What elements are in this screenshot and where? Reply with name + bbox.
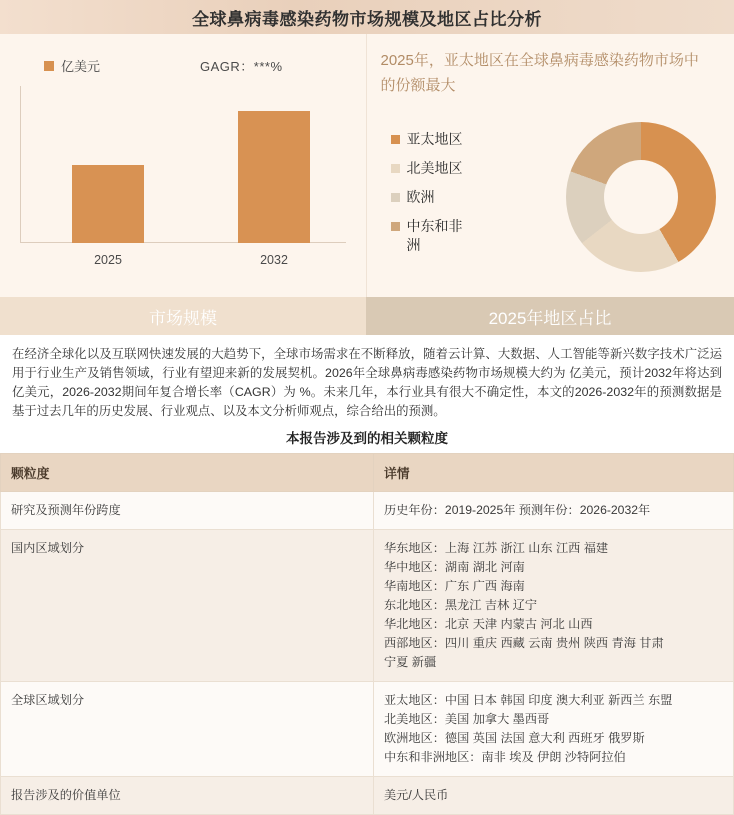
detail-line: 北美地区：美国 加拿大 墨西哥 bbox=[384, 710, 723, 729]
row-label: 报告涉及的价值单位 bbox=[1, 777, 374, 815]
bar-2032 bbox=[238, 111, 310, 243]
table-header-row bbox=[1, 454, 734, 492]
row-label: 国内区域划分 bbox=[1, 530, 374, 682]
row-detail bbox=[374, 777, 734, 815]
top-section bbox=[0, 34, 734, 297]
table-caption: 本报告涉及到的相关颗粒度 bbox=[0, 425, 734, 453]
row-detail bbox=[374, 530, 734, 682]
detail-line: 华中地区：湖南 湖北 河南 bbox=[384, 558, 723, 577]
bar-chart-panel bbox=[0, 34, 367, 297]
gagr-label: GAGR：***% bbox=[200, 56, 283, 75]
detail-line: 华北地区：北京 天津 内蒙古 河北 山西 bbox=[384, 615, 723, 634]
page-title: 全球鼻病毒感染药物市场规模及地区占比分析 bbox=[192, 5, 542, 30]
pie-chart-legend bbox=[391, 130, 471, 265]
detail-line: 宁夏 新疆 bbox=[384, 653, 723, 672]
detail-line: 中东和非洲地区：南非 埃及 伊朗 沙特阿拉伯 bbox=[384, 748, 723, 767]
detail-line: 西部地区：四川 重庆 西藏 云南 贵州 陕西 青海 甘肃 bbox=[384, 634, 723, 653]
summary-paragraph: 在经济全球化以及互联网快速发展的大趋势下，全球市场需求在不断释放，随着云计算、大数据、人工智能等新兴数字技术广泛运用于行业生产及销售领域，行业有望迎来新的发展契机。2026年全球鼻病毒感染药物市场规模大约为 亿美元，预计2032年将达到 亿美元，2026-2032期间年复合增长率（CAGR）为 %。未来几年，本行业具有很大不确定性，本文的2026-2032年的预测数据是基于过去几年的历史发展、行业观点、以及本文分析师观点，综合给出的预测。 bbox=[0, 335, 734, 425]
page-header bbox=[0, 0, 734, 34]
pie-legend-item bbox=[391, 188, 471, 207]
section-band bbox=[0, 297, 734, 335]
row-detail bbox=[374, 682, 734, 777]
row-label: 研究及预测年份跨度 bbox=[1, 492, 374, 530]
row-label: 全球区域划分 bbox=[1, 682, 374, 777]
pie-chart-title: 2025年，亚太地区在全球鼻病毒感染药物市场中的份额最大 bbox=[381, 48, 711, 98]
pie-legend-item bbox=[391, 130, 471, 149]
table-row bbox=[1, 777, 734, 815]
detail-line: 亚太地区：中国 日本 韩国 印度 澳大利亚 新西兰 东盟 bbox=[384, 691, 723, 710]
pie-legend-label: 亚太地区 bbox=[407, 130, 463, 149]
bar-2025 bbox=[72, 165, 144, 243]
detail-line: 美元/人民币 bbox=[384, 786, 723, 805]
row-detail bbox=[374, 492, 734, 530]
donut-chart bbox=[566, 122, 716, 272]
pie-legend-swatch-icon bbox=[391, 164, 400, 173]
bar-chart-legend bbox=[44, 56, 100, 75]
x-tick-label: 2025 bbox=[72, 253, 144, 267]
detail-line: 欧洲地区：德国 英国 法国 意大利 西班牙 俄罗斯 bbox=[384, 729, 723, 748]
donut-ring bbox=[566, 122, 716, 272]
band-region-share: 2025年地区占比 bbox=[366, 297, 734, 335]
pie-legend-item bbox=[391, 217, 471, 255]
detail-line: 历史年份：2019-2025年 预测年份：2026-2032年 bbox=[384, 501, 723, 520]
detail-line: 东北地区：黑龙江 吉林 辽宁 bbox=[384, 596, 723, 615]
granularity-table bbox=[0, 453, 734, 815]
table-row bbox=[1, 530, 734, 682]
band-market-size: 市场规模 bbox=[0, 297, 366, 335]
pie-legend-label: 中东和非洲 bbox=[407, 217, 471, 255]
pie-chart-panel bbox=[367, 34, 734, 297]
pie-legend-swatch-icon bbox=[391, 135, 400, 144]
legend-label: 亿美元 bbox=[61, 56, 100, 75]
detail-line: 华南地区：广东 广西 海南 bbox=[384, 577, 723, 596]
column-header-granularity: 颗粒度 bbox=[1, 454, 374, 492]
y-axis bbox=[20, 86, 21, 243]
bar-chart bbox=[20, 86, 346, 271]
detail-line: 华东地区：上海 江苏 浙江 山东 江西 福建 bbox=[384, 539, 723, 558]
pie-legend-item bbox=[391, 159, 471, 178]
pie-legend-label: 北美地区 bbox=[407, 159, 463, 178]
pie-legend-swatch-icon bbox=[391, 222, 400, 231]
table-row bbox=[1, 682, 734, 777]
legend-swatch-icon bbox=[44, 61, 54, 71]
x-tick-label: 2032 bbox=[238, 253, 310, 267]
pie-legend-swatch-icon bbox=[391, 193, 400, 202]
column-header-detail: 详情 bbox=[374, 454, 734, 492]
table-row bbox=[1, 492, 734, 530]
pie-legend-label: 欧洲 bbox=[407, 188, 435, 207]
